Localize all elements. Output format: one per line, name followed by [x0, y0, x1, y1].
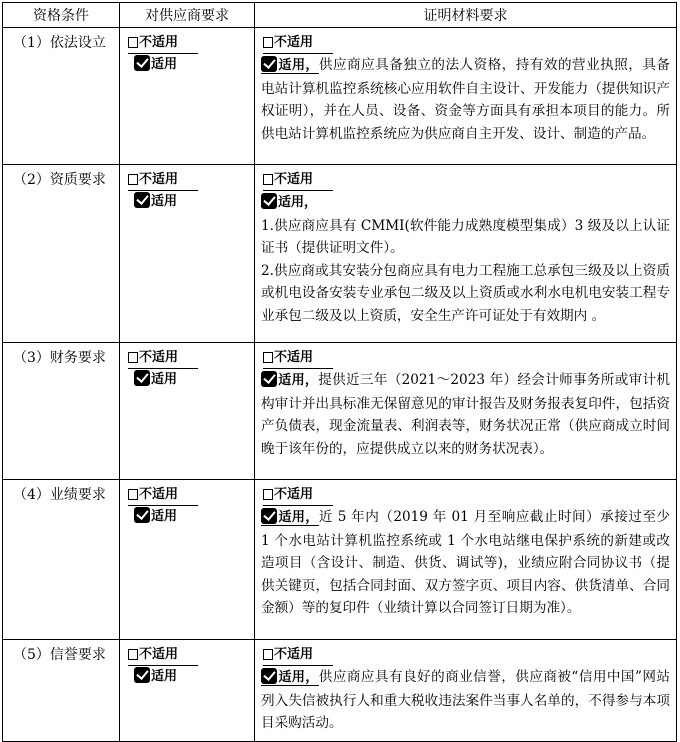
requirement-text: 2.供应商或其安装分包商应具有电力工程施工总承包三级及以上资质或机电设备安装专业承包二级及以上资质或水利水电机电安装工程专业承包二级及以上资质，安全生产许可证处于有效期内 。: [261, 262, 670, 324]
condition-cell: （1）依法设立: [3, 28, 120, 165]
header-proof-requirement: 证明材料要求: [255, 3, 677, 28]
empty-checkbox-icon: [128, 352, 138, 363]
checked-checkbox-icon: [134, 667, 150, 683]
not-applicable-option[interactable]: 不适用: [263, 169, 333, 191]
qualification-table: [2, 2, 677, 742]
applicable-option[interactable]: 适用，: [261, 373, 318, 388]
requirement-text: 1.供应商应具有 CMMI(软件能力成熟度模型集成）3 级及以上认证证书（提供证明文件）。: [261, 217, 670, 257]
options-cell: [120, 165, 255, 343]
applicable-option[interactable]: 适用: [134, 369, 250, 390]
condition-cell: （2）资质要求: [3, 165, 120, 343]
empty-checkbox-icon: [263, 649, 273, 660]
empty-checkbox-icon: [263, 489, 273, 500]
condition-cell: （5）信誉要求: [3, 640, 120, 742]
applicable-option[interactable]: 适用: [134, 666, 250, 687]
proof-cell: [255, 480, 677, 640]
applicable-option[interactable]: 适用，: [261, 195, 317, 210]
checked-checkbox-icon: [134, 55, 150, 71]
not-applicable-option[interactable]: 不适用: [128, 347, 198, 369]
checked-checkbox-icon: [261, 508, 277, 524]
empty-checkbox-icon: [128, 649, 138, 660]
table-row: [3, 28, 677, 165]
applicable-option[interactable]: 适用: [134, 506, 250, 527]
requirement-text: 适用，近 5 年内（2019 年 01 月至响应截止时间）承接过至少 1 个水电站计算机监控系统或 1 个水电站继电保护系统的新建或改造项目（含设计、制造、供货、调试等)，业绩应附合同协议书（提供关键页，包括合同封面、双方签字页、项目内容、供货清单、合同金额）等的复印件（业绩计算以合同签订日期为准）。: [261, 509, 670, 617]
checked-checkbox-icon: [134, 370, 150, 386]
options-cell: [120, 640, 255, 742]
checked-checkbox-icon: [134, 192, 150, 208]
not-applicable-option[interactable]: 不适用: [263, 484, 333, 506]
checked-checkbox-icon: [261, 56, 277, 72]
empty-checkbox-icon: [263, 174, 273, 185]
empty-checkbox-icon: [128, 489, 138, 500]
not-applicable-option[interactable]: 不适用: [128, 644, 198, 666]
not-applicable-option[interactable]: 不适用: [263, 644, 333, 666]
empty-checkbox-icon: [128, 174, 138, 185]
table-row: [3, 480, 677, 640]
requirement-text: 适用，供应商应具备独立的法人资格，持有效的营业执照，具备电站计算机监控系统核心应用软件自主设计、开发能力（提供知识产权证明），并在人员、设备、资金等方面具有承担本项目的能力。所供电站计算机监控系统应为供应商自主开发、设计、制造的产品。: [261, 57, 670, 142]
proof-cell: [255, 165, 677, 343]
checked-checkbox-icon: [261, 193, 277, 209]
checked-checkbox-icon: [261, 668, 277, 684]
not-applicable-option[interactable]: 不适用: [263, 32, 333, 54]
header-row: [3, 3, 677, 28]
proof-cell: [255, 343, 677, 480]
header-supplier-requirement: 对供应商要求: [120, 3, 255, 28]
applicable-option[interactable]: 适用: [134, 191, 250, 212]
empty-checkbox-icon: [128, 37, 138, 48]
options-cell: [120, 480, 255, 640]
condition-cell: （3）财务要求: [3, 343, 120, 480]
checked-checkbox-icon: [261, 371, 277, 387]
options-cell: [120, 28, 255, 165]
not-applicable-option[interactable]: 不适用: [128, 32, 198, 54]
empty-checkbox-icon: [263, 37, 273, 48]
applicable-option[interactable]: 适用: [134, 54, 250, 75]
requirement-text: 适用，提供近三年（2021～2023 年）经会计师事务所或审计机构审计并出具标准无保留意见的审计报告及财务报表复印件，包括资产负债表，现金流量表、利润表等，财务状况正常（供应商成立时间晚于该年份的，应提供成立以来的财务状况表）。: [261, 372, 670, 457]
table-row: [3, 640, 677, 742]
not-applicable-option[interactable]: 不适用: [128, 169, 198, 191]
table-row: [3, 343, 677, 480]
applicable-option[interactable]: 适用，: [261, 670, 319, 686]
requirement-text: 适用，供应商应具有良好的商业信誉，供应商被“信用中国”网站列入失信被执行人和重大税收违法案件当事人名单的，不得参与本项目采购活动。: [261, 669, 670, 732]
condition-cell: （4）业绩要求: [3, 480, 120, 640]
header-condition: 资格条件: [3, 3, 120, 28]
requirement-text: [261, 191, 670, 215]
not-applicable-option[interactable]: 不适用: [128, 484, 198, 506]
proof-cell: [255, 640, 677, 742]
checked-checkbox-icon: [134, 507, 150, 523]
not-applicable-option[interactable]: 不适用: [263, 347, 333, 369]
applicable-option[interactable]: 适用，: [261, 58, 319, 74]
proof-cell: [255, 28, 677, 165]
applicable-option[interactable]: 适用，: [261, 510, 319, 526]
options-cell: [120, 343, 255, 480]
table-row: [3, 165, 677, 343]
empty-checkbox-icon: [263, 352, 273, 363]
